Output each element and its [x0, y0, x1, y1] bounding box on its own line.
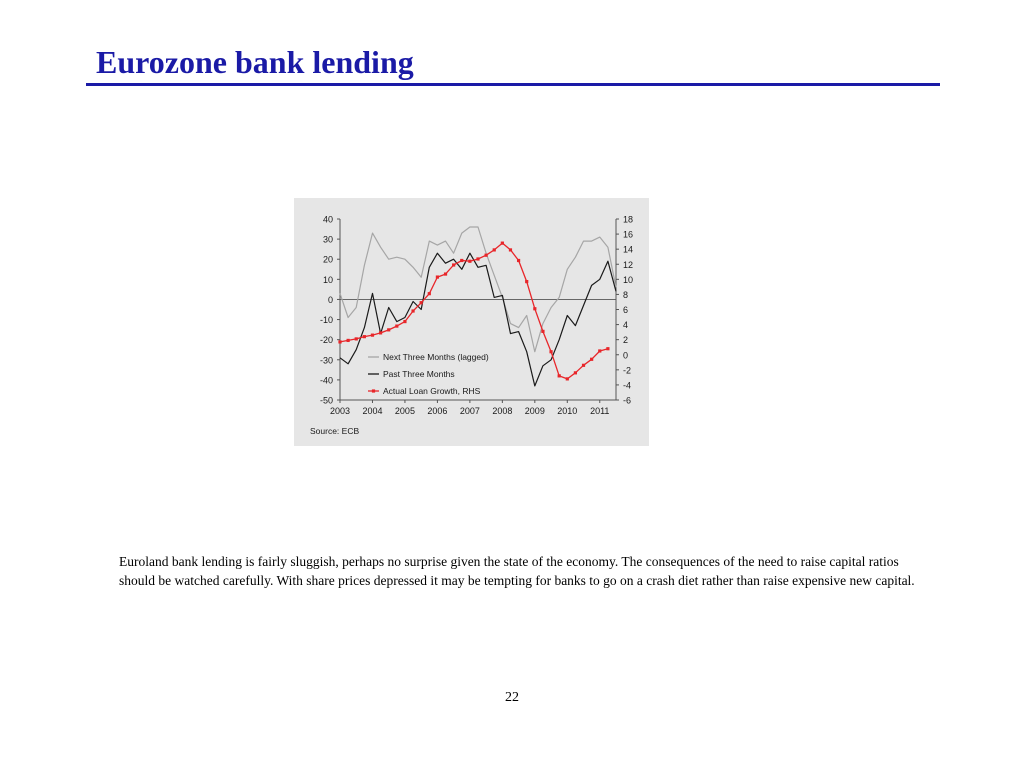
chart-series	[338, 227, 616, 386]
y-tick-label-left: -40	[319, 375, 333, 386]
x-tick-label: 2010	[557, 406, 578, 416]
y-tick-label-right: 12	[623, 259, 634, 270]
y-tick-label-left: -30	[319, 355, 333, 366]
series-marker	[509, 248, 512, 251]
y-tick-label-right: -4	[623, 380, 632, 391]
page-number: 22	[505, 690, 519, 705]
legend-label: Next Three Months (lagged)	[383, 352, 489, 362]
y-tick-label-right: 4	[623, 320, 629, 331]
series-marker	[582, 364, 585, 367]
series-marker	[403, 320, 406, 323]
x-tick-label: 2005	[394, 406, 415, 416]
legend-label: Past Three Months	[383, 369, 455, 379]
y-tick-label-right: 18	[623, 214, 634, 225]
series-line-2	[340, 253, 616, 386]
series-marker	[533, 307, 536, 310]
x-tick-label: 2007	[459, 406, 480, 416]
series-marker	[549, 350, 552, 353]
series-marker	[355, 337, 358, 340]
series-marker	[501, 242, 504, 245]
series-marker	[379, 331, 382, 334]
x-tick-label: 2004	[362, 406, 383, 416]
series-marker	[558, 374, 561, 377]
y-tick-label-left: 20	[322, 254, 333, 265]
chart-panel	[294, 198, 649, 446]
y-tick-label-left: -10	[319, 315, 333, 326]
y-tick-label-right: 6	[623, 305, 629, 315]
title-underline	[86, 83, 940, 86]
line-chart	[294, 198, 649, 446]
x-tick-label: 2006	[427, 406, 448, 416]
series-marker	[566, 377, 569, 380]
legend-label: Actual Loan Growth, RHS	[383, 386, 481, 396]
series-marker	[485, 254, 488, 257]
series-marker	[347, 339, 350, 342]
series-marker	[338, 340, 341, 343]
y-tick-label-right: 8	[623, 289, 629, 300]
y-tick-label-left: -20	[319, 335, 333, 346]
series-marker	[460, 259, 463, 262]
x-tick-label: 2008	[492, 406, 513, 416]
series-marker	[476, 257, 479, 260]
legend-marker	[372, 389, 375, 392]
chart-source: Source: ECB	[310, 426, 360, 436]
y-tick-label-left: 40	[322, 214, 333, 225]
series-marker	[541, 330, 544, 333]
series-marker	[468, 260, 471, 263]
y-tick-label-right: 0	[623, 350, 629, 361]
series-marker	[574, 371, 577, 374]
series-marker	[428, 292, 431, 295]
x-tick-label: 2009	[524, 406, 545, 416]
y-tick-label-left: 10	[322, 274, 333, 285]
y-tick-label-right: 14	[623, 244, 634, 255]
y-tick-label-right: 10	[623, 274, 634, 285]
y-tick-label-right: -6	[623, 395, 632, 406]
slide-body-text: Euroland bank lending is fairly sluggish, perhaps no surprise given the state of the economy. The consequences of the need to raise capital ratios should be watched carefully. With share prices depressed it may be tempting for banks to go on a crash diet rather than raise expensive new capital.	[119, 554, 915, 588]
series-marker	[517, 259, 520, 262]
y-tick-label-left: 30	[322, 234, 333, 245]
series-marker	[387, 328, 390, 331]
series-marker	[436, 275, 439, 278]
y-tick-label-left: 0	[327, 294, 333, 305]
series-marker	[598, 349, 601, 352]
y-tick-label-right: 2	[623, 335, 629, 346]
chart-legend	[368, 352, 489, 396]
series-marker	[411, 309, 414, 312]
x-tick-label: 2011	[590, 406, 610, 416]
series-marker	[590, 358, 593, 361]
y-tick-label-right: -2	[623, 365, 632, 376]
x-tick-label: 2003	[329, 406, 351, 416]
slide-title: Eurozone bank lending	[96, 44, 414, 80]
y-tick-label-right: 16	[623, 229, 634, 240]
series-marker	[606, 347, 609, 350]
series-marker	[452, 263, 455, 266]
series-marker	[420, 301, 423, 304]
series-marker	[363, 335, 366, 338]
series-marker	[525, 280, 528, 283]
series-marker	[493, 248, 496, 251]
series-marker	[444, 272, 447, 275]
series-marker	[371, 334, 374, 337]
series-marker	[395, 324, 398, 327]
y-tick-label-left: -50	[319, 395, 333, 406]
